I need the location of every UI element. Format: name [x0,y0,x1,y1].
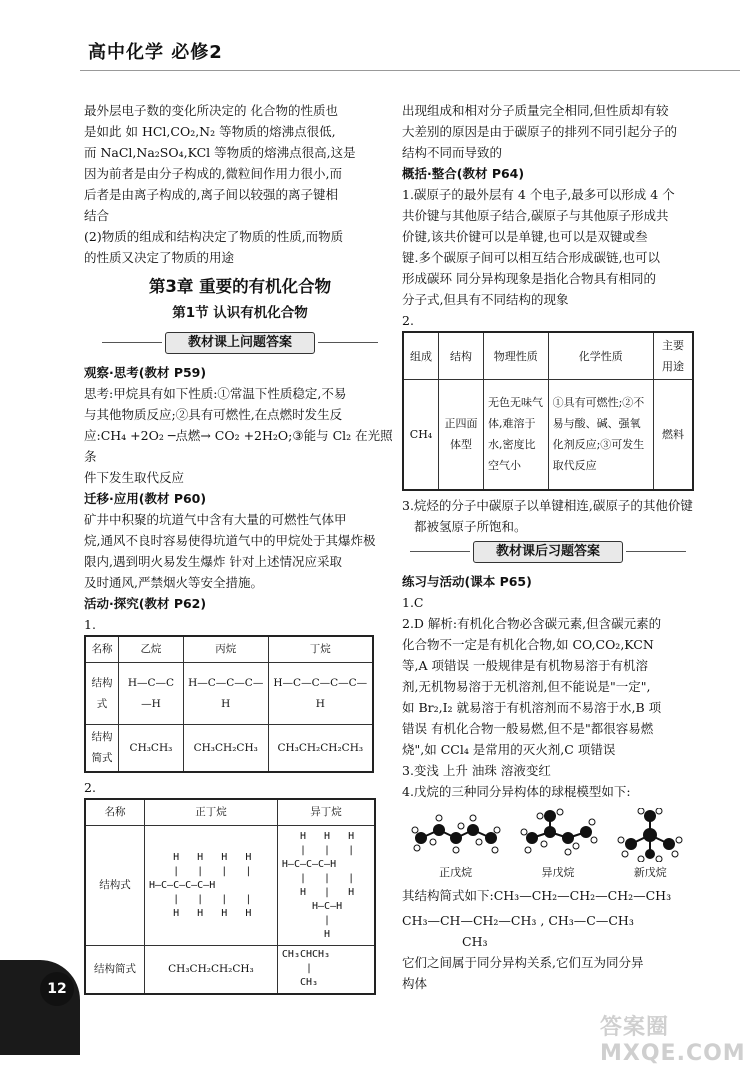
table-cell: CH₃CH₂CH₂CH₃ [145,946,278,994]
summary-heading: 概括·整合(教材 P64) [402,166,525,181]
table-cell: CH₃CH₃ [119,725,184,773]
corner-decoration [0,960,80,1055]
ball-stick-icon [411,808,501,862]
watermark: 答案圈 MXQE.COM [600,1015,746,1066]
text-line: 共价键与其他原子结合,碳原子与其他原子形成共 [402,208,669,223]
answer-3: 3.变浅 上升 油珠 溶液变红 [402,762,551,778]
table-cell: H—C—C—H [119,663,184,725]
isopentane-model [518,808,598,883]
table-header: 乙烷 [119,636,184,663]
table-header: 丙烷 [183,636,268,663]
table2-label: 2. [84,780,96,795]
text-line: 形成碳环 同分异构现象是指化合物具有相同的 [402,271,656,286]
formula-substituent: CH₃ [462,933,488,949]
text-line: 价键,该共价键可以是单键,也可以是双键或叁 [402,229,648,244]
butane-table [84,798,376,995]
ball-stick-models [402,808,694,883]
table-header: 异丁烷 [277,799,375,826]
chapter-title: 第3章 重要的有机化合物 [148,277,332,296]
text-line: 限内,遇到明火易发生爆炸 针对上述情况应采取 [84,554,342,569]
text-line: 的性质又决定了物质的用途 [84,250,235,265]
answer-4: 4.戊烷的三种同分异构体的球棍模型如下: [402,783,631,799]
item-3: 3.烷烃的分子中碳原子以单键相连,碳原子的其他价键都被氢原子所饱和。 [402,497,693,534]
table-cell: CH₃CH₂CH₂CH₃ [268,725,373,773]
formula-line: 其结构简式如下:CH₃—CH₂—CH₂—CH₂—CH₃ [402,887,672,903]
neopentane-model [615,808,685,883]
text-line: 错误 有机化合物一般易燃,但不是"都很容易燃 [402,720,654,736]
text-line: 因为前者是由分子构成的,微粒间作用力很小,而 [84,166,342,181]
row-label: 结构式 [85,663,119,725]
exercise-heading: 练习与活动(课本 P65) [402,573,532,589]
text-line: 键.多个碳原子间可以相互结合形成碳链,也可以 [402,250,660,265]
text-line: 与其他物质反应;②具有可燃性,在点燃时发生反 [84,407,343,422]
in-class-answers-banner: 教材课上问题答案 [165,332,315,354]
table-cell: 燃料 [654,380,694,490]
right-column [402,100,694,994]
table-cell: CH₄ [403,380,439,490]
table-cell: ①具有可燃性;②不易与酸、碱、强氧化剂反应;③可发生取代反应 [548,380,653,490]
text-line: 大差别的原因是由于碳原子的排列不同引起分子的 [402,124,678,139]
text-line: 烷,通风不良时容易使得坑道气中的甲烷处于其爆炸极 [84,533,376,548]
table-cell: H—C—C—C—H [183,663,268,725]
text-line: (2)物质的组成和结构决定了物质的性质,而物质 [84,229,344,244]
table-header: 名称 [85,799,145,826]
activity-heading: 活动·探究(教材 P62) [84,596,207,611]
text-line: 思考:甲烷具有如下性质:①常温下性质稳定,不易 [84,386,347,401]
text-line: 矿井中积聚的坑道气中含有大量的可燃性气体甲 [84,512,347,527]
alkane-table [84,635,374,773]
text-line: 2.D 解析:有机化合物必含碳元素,但含碳元素的 [402,615,662,631]
text-line: 应:CH₄ +2O₂ ─点燃→ CO₂ +2H₂O;③能与 Cl₂ 在光照条 [84,428,393,464]
methane-table [402,331,694,491]
section-title: 第1节 认识有机化合物 [172,305,308,321]
table-header: 化学性质 [548,332,653,380]
structural-formula: H H H | | | H—C—C—C—H | | | H | H H—C—H | H [281,830,355,940]
text-line: 最外层电子数的变化所决定的 化合物的性质也 [84,103,338,118]
answer-1: 1.C [402,594,424,610]
table1-label: 1. [84,617,96,632]
table-cell: H—C—C—C—C—H [268,663,373,725]
left-column [84,100,396,995]
text-line: 构体 [402,975,428,991]
model-label: 异戊烷 [541,865,575,879]
text-line: 它们之间属于同分异构关系,它们互为同分异 [402,954,644,970]
model-label: 新戊烷 [633,865,667,879]
text-line: 而 NaCl,Na₂SO₄,KCl 等物质的熔沸点很高,这是 [84,145,356,160]
migrate-heading: 迁移·应用(教材 P60) [84,491,207,506]
table-header: 主要用途 [654,332,694,380]
observe-heading: 观察·思考(教材 P59) [84,365,207,380]
row-label: 结构简式 [85,725,119,773]
table-header: 组成 [403,332,439,380]
table-header: 名称 [85,636,119,663]
table-cell: 正四面体型 [439,380,484,490]
table-header: 正丁烷 [145,799,278,826]
ball-stick-icon [615,808,685,862]
text-line: 件下发生取代反应 [84,470,185,485]
text-line: 剂,无机物易溶于无机溶剂,但不能说是"一定", [402,678,651,694]
model-label: 正戊烷 [439,865,473,879]
ball-stick-icon [518,808,598,862]
n-pentane-model [411,808,501,883]
page-number: 12 [40,972,74,1006]
condensed-formula: CH₃CHCH₃ | CH₃ [281,949,331,989]
row-label: 结构式 [85,826,145,946]
header-title: 高中化学 必修2 [88,42,223,63]
text-line: 出现组成和相对分子质量完全相同,但性质却有较 [402,103,669,118]
structural-formula: H H H H | | | | H—C—C—C—C—H | | | | H H H H [149,851,252,919]
text-line: 结构不同而导致的 [402,145,503,160]
text-line: 分子式,但具有不同结构的现象 [402,292,569,307]
table-header: 丁烷 [268,636,373,663]
text-line: 及时通风,严禁烟火等安全措施。 [84,575,263,590]
row-label: 结构简式 [85,946,145,994]
text-line: 1.碳原子的最外层有 4 个电子,最多可以形成 4 个 [402,187,675,202]
text-line: 结合 [84,208,110,223]
text-line: 后者是由离子构成的,离子间以较强的离子键相 [84,187,338,202]
formula-line: CH₃—CH—CH₂—CH₃ , CH₃—C—CH₃ [402,912,634,928]
table-cell: CH₃CH₂CH₃ [183,725,268,773]
intro-paragraph [84,100,396,268]
text-line: 是如此 如 HCl,CO₂,N₂ 等物质的熔沸点很低, [84,124,336,139]
table-header: 结构 [439,332,484,380]
text-line: 化合物不一定是有机化合物,如 CO,CO₂,KCN [402,636,654,652]
header-divider [80,70,740,71]
table-cell: 无色无味气体,难溶于水,密度比空气小 [484,380,549,490]
text-line: 如 Br₂,I₂ 就易溶于有机溶剂而不易溶于水,B 项 [402,699,662,715]
text-line: 等,A 项错误 一般规律是有机物易溶于有机溶 [402,657,648,673]
text-line: 烧",如 CCl₄ 是常用的灭火剂,C 项错误 [402,741,616,757]
table3-label: 2. [402,313,414,328]
after-class-answers-banner: 教材课后习题答案 [473,541,623,563]
table-header: 物理性质 [484,332,549,380]
